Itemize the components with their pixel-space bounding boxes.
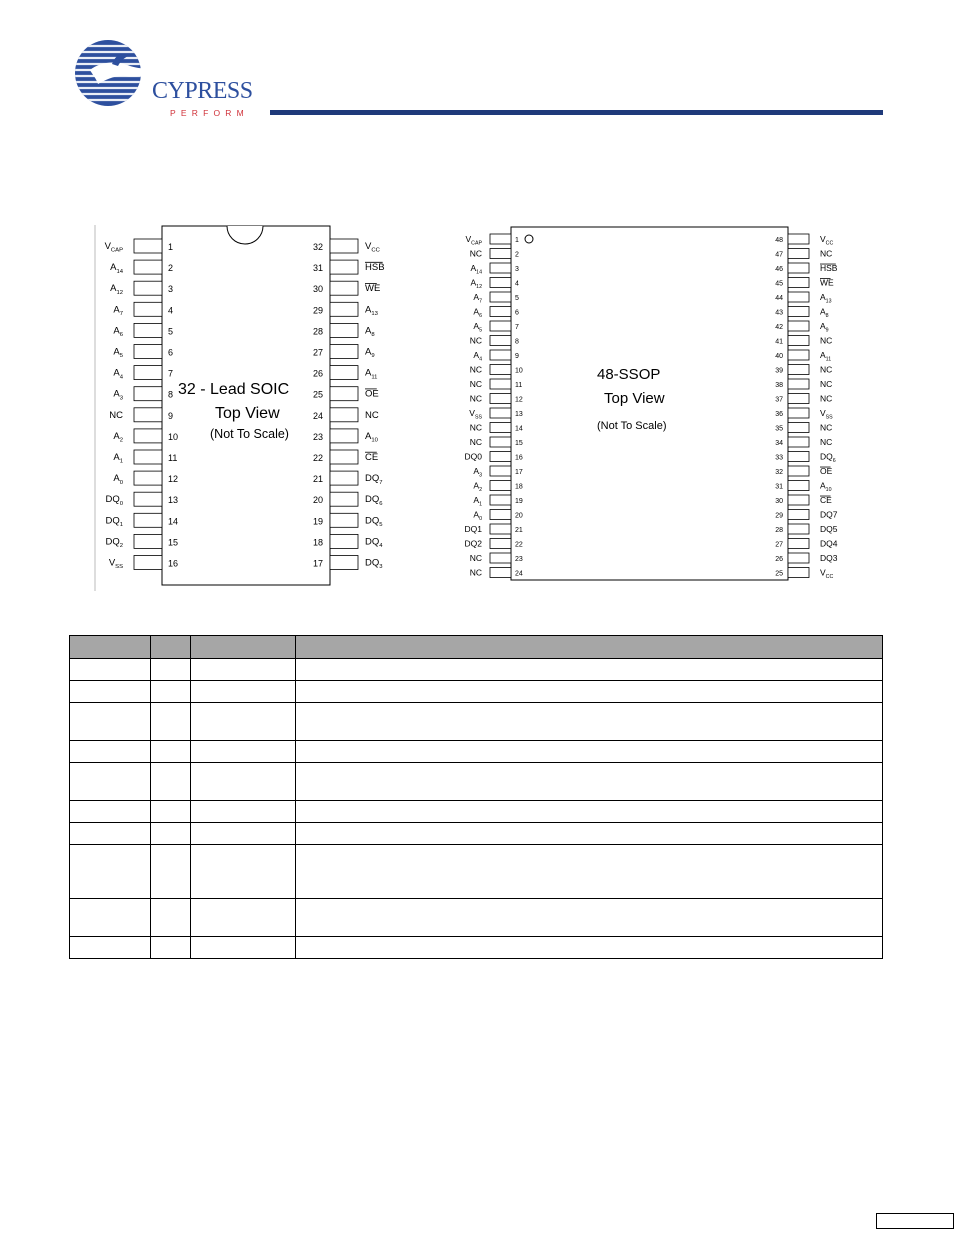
pin-lead bbox=[134, 323, 162, 337]
pin-lead bbox=[490, 437, 511, 447]
pin-number: 20 bbox=[312, 495, 323, 506]
pin-lead bbox=[330, 345, 358, 359]
pin-label: $A_7$ bbox=[113, 304, 123, 317]
pin-lead bbox=[788, 452, 809, 462]
pin-label: $V_{SS}$ bbox=[820, 408, 833, 421]
ssop-48-pin-diagram bbox=[440, 226, 860, 586]
pin-number: 17 bbox=[515, 469, 523, 476]
pin-lead bbox=[490, 307, 511, 317]
pin-lead bbox=[330, 260, 358, 274]
pin-label: $V_{SS}$ bbox=[469, 408, 482, 421]
pin-number: 13 bbox=[515, 411, 523, 418]
header-cell bbox=[296, 636, 883, 659]
pin-label: NC bbox=[109, 409, 123, 421]
pin-label: $A_2$ bbox=[473, 480, 482, 493]
pin-label: $DQ_7$ bbox=[365, 473, 383, 486]
pin-label: NC bbox=[469, 364, 482, 375]
ssop-title: 48-SSOP bbox=[597, 366, 661, 383]
pin-label: $A_6$ bbox=[113, 325, 123, 339]
pin-number: 45 bbox=[775, 280, 783, 288]
pin-lead bbox=[134, 387, 162, 401]
pin-lead bbox=[788, 350, 809, 360]
pin-lead bbox=[134, 450, 162, 464]
pin-number: 25 bbox=[775, 570, 783, 578]
pin bbox=[313, 302, 379, 317]
pin-number: 18 bbox=[312, 537, 323, 548]
pin-lead bbox=[788, 510, 809, 520]
pin-number: 41 bbox=[775, 338, 783, 346]
pin-label: NC bbox=[820, 422, 833, 433]
pin-number: 2 bbox=[515, 251, 519, 259]
pin-lead bbox=[788, 379, 809, 389]
pin-lead bbox=[134, 281, 162, 295]
pin bbox=[313, 345, 375, 360]
pin-lead bbox=[490, 568, 511, 578]
pin-label: $A_8$ bbox=[820, 306, 829, 319]
pin-number: 2 bbox=[168, 263, 174, 274]
table-row bbox=[70, 899, 883, 937]
pin-label: $A_3$ bbox=[473, 466, 482, 479]
pin-number: 19 bbox=[515, 498, 523, 505]
pin bbox=[313, 323, 375, 338]
pin-lead bbox=[134, 260, 162, 274]
pin-label: $A_{13}$ bbox=[820, 292, 832, 305]
pin bbox=[313, 387, 379, 401]
pin-label: NC bbox=[469, 248, 482, 259]
pin bbox=[313, 450, 378, 464]
header-cell bbox=[191, 636, 296, 659]
pin-label: $DQ_3$ bbox=[365, 557, 383, 571]
pin-number: 19 bbox=[312, 516, 323, 527]
pin-number: 23 bbox=[312, 431, 323, 442]
pin-number: 18 bbox=[515, 483, 523, 491]
pin-label: $A_{14}$ bbox=[110, 262, 123, 275]
page-number-box bbox=[876, 1213, 954, 1229]
pin-label: WE bbox=[365, 283, 381, 295]
pin-lead bbox=[330, 492, 358, 506]
pin-number: 34 bbox=[775, 440, 783, 447]
pin-label: DQ7 bbox=[820, 509, 838, 520]
pin bbox=[105, 513, 178, 528]
pin-number: 3 bbox=[515, 266, 519, 273]
pin-label: NC bbox=[820, 437, 833, 447]
ssop-svg bbox=[440, 226, 860, 586]
pin-label: $DQ_5$ bbox=[365, 515, 383, 528]
pin-label: $A_0$ bbox=[113, 473, 123, 486]
pin-label: $A_1$ bbox=[473, 495, 482, 508]
pin-number: 29 bbox=[775, 512, 783, 520]
pin-lead bbox=[788, 394, 809, 404]
pin-number: 17 bbox=[312, 558, 323, 569]
pin-lead bbox=[490, 336, 511, 346]
pin-label: $DQ_1$ bbox=[105, 515, 123, 528]
pin-label: WE bbox=[820, 277, 834, 288]
table-row bbox=[70, 741, 883, 763]
pin-label: NC bbox=[469, 422, 482, 433]
pin-number: 4 bbox=[515, 280, 519, 288]
pin-number: 39 bbox=[775, 367, 783, 375]
pin-lead bbox=[330, 239, 358, 253]
pin-number: 30 bbox=[312, 284, 323, 295]
pin-number: 23 bbox=[515, 556, 523, 563]
soic-scale-note: (Not To Scale) bbox=[210, 427, 289, 441]
soic-32-pin-diagram bbox=[94, 225, 394, 591]
pin-label: HSB bbox=[820, 263, 838, 273]
pin-number: 27 bbox=[312, 347, 323, 358]
pin-number: 16 bbox=[168, 558, 179, 569]
table-row bbox=[70, 823, 883, 845]
pin-lead bbox=[490, 423, 511, 433]
pin-label: $A_{13}$ bbox=[365, 304, 378, 317]
pin-number: 6 bbox=[515, 309, 519, 317]
pin-lead bbox=[490, 292, 511, 302]
soic-subtitle: Top View bbox=[215, 405, 280, 422]
pin-label: CE bbox=[365, 452, 379, 463]
pin-lead bbox=[788, 495, 809, 505]
pin-number: 32 bbox=[775, 469, 783, 476]
header-cell bbox=[151, 636, 191, 659]
pin-lead bbox=[490, 408, 511, 418]
pin-lead bbox=[490, 249, 511, 259]
ssop-scale-note: (Not To Scale) bbox=[597, 420, 667, 432]
pin-label: $A_0$ bbox=[473, 509, 482, 522]
soic-svg bbox=[94, 225, 394, 591]
pin bbox=[113, 429, 178, 444]
pin-lead bbox=[788, 466, 809, 476]
pin-label: $DQ_0$ bbox=[105, 494, 123, 507]
table-row bbox=[70, 937, 883, 959]
pin-number: 24 bbox=[312, 410, 323, 421]
pin-number: 16 bbox=[515, 454, 523, 462]
pin-lead bbox=[490, 379, 511, 389]
pin-lead bbox=[134, 429, 162, 443]
pin-number: 12 bbox=[168, 474, 179, 485]
pin-label: $A_9$ bbox=[365, 346, 375, 360]
pin-number: 22 bbox=[515, 541, 523, 549]
pin-number: 33 bbox=[775, 454, 783, 462]
pin-lead bbox=[330, 534, 358, 548]
pin-label: OE bbox=[820, 466, 833, 476]
pin-label: NC bbox=[469, 567, 482, 578]
pin-lead bbox=[490, 553, 511, 563]
pin-number: 24 bbox=[515, 570, 523, 578]
pin-label: $A_{12}$ bbox=[110, 283, 123, 296]
pin-label: $A_{11}$ bbox=[365, 367, 378, 381]
pin-lead bbox=[134, 534, 162, 548]
pin-lead bbox=[330, 513, 358, 527]
pin-lead bbox=[788, 336, 809, 346]
pin-number: 14 bbox=[168, 516, 179, 527]
pin-label: $A_1$ bbox=[113, 452, 123, 465]
pin-number: 28 bbox=[775, 527, 783, 534]
pin-label: NC bbox=[820, 379, 833, 389]
pin-number: 31 bbox=[312, 263, 323, 274]
ssop-subtitle: Top View bbox=[604, 390, 665, 407]
pin-lead bbox=[330, 408, 358, 422]
pin-number: 42 bbox=[775, 324, 783, 331]
pin-lead bbox=[330, 281, 358, 295]
pin-lead bbox=[490, 524, 511, 534]
table-row bbox=[70, 763, 883, 801]
pin bbox=[109, 556, 178, 571]
pin-label: NC bbox=[820, 335, 833, 346]
pin-number: 20 bbox=[515, 512, 523, 520]
pin-lead bbox=[788, 365, 809, 375]
pin-number: 21 bbox=[515, 527, 523, 534]
pin-label: $A_9$ bbox=[820, 321, 829, 334]
pin-number: 21 bbox=[312, 474, 323, 485]
pin bbox=[113, 450, 177, 465]
pin-number: 8 bbox=[515, 338, 519, 346]
pin-label: NC bbox=[469, 379, 482, 389]
pin-number: 26 bbox=[775, 556, 783, 563]
pin-lead bbox=[788, 539, 809, 549]
pin-label: $A_5$ bbox=[113, 346, 123, 360]
pin-lead bbox=[788, 524, 809, 534]
pin-label: DQ4 bbox=[820, 538, 838, 549]
table-row bbox=[70, 659, 883, 681]
pin-lead bbox=[134, 302, 162, 316]
pin-label: $A_4$ bbox=[113, 367, 123, 381]
pin-number: 1 bbox=[168, 242, 174, 252]
pin-number: 47 bbox=[775, 251, 783, 259]
pin-number: 32 bbox=[312, 242, 323, 252]
pin-lead bbox=[134, 492, 162, 506]
pin-lead bbox=[788, 249, 809, 259]
pin-definitions-table bbox=[69, 635, 883, 959]
pin-lead bbox=[788, 234, 809, 244]
pin-label: $A_2$ bbox=[113, 430, 123, 444]
pin-label: $A_{12}$ bbox=[470, 277, 482, 290]
pin-lead bbox=[490, 350, 511, 360]
pin-lead bbox=[788, 437, 809, 447]
pin-label: NC bbox=[469, 335, 482, 346]
svg-text:CYPRESS: CYPRESS bbox=[152, 78, 253, 104]
cypress-globe-icon bbox=[70, 40, 260, 120]
pin-label: DQ5 bbox=[820, 524, 838, 534]
pin-number: 3 bbox=[168, 284, 174, 295]
pin-number: 6 bbox=[168, 347, 174, 358]
pin-label: NC bbox=[820, 393, 833, 404]
pin-label: $A_4$ bbox=[473, 350, 482, 363]
cypress-logo bbox=[70, 40, 260, 120]
pin-lead bbox=[330, 302, 358, 316]
pin-label: DQ2 bbox=[464, 538, 482, 549]
pin-lead bbox=[330, 323, 358, 337]
pin-label: $A_6$ bbox=[473, 306, 482, 319]
pin-lead bbox=[788, 408, 809, 418]
pin-label: $V_{CAP}$ bbox=[104, 241, 123, 254]
pin-number: 40 bbox=[775, 353, 783, 360]
pin-lead bbox=[490, 481, 511, 491]
pin-label: CE bbox=[820, 495, 832, 505]
pin-label: OE bbox=[365, 388, 379, 400]
pin-lead bbox=[134, 556, 162, 570]
pin-number: 28 bbox=[312, 326, 323, 337]
pin-label: $V_{SS}$ bbox=[108, 557, 123, 571]
pin-label: NC bbox=[469, 393, 482, 404]
pin-lead bbox=[788, 553, 809, 563]
pin-label: $DQ_4$ bbox=[365, 536, 383, 550]
pin-number: 11 bbox=[515, 382, 523, 389]
pin-lead bbox=[490, 394, 511, 404]
pin-label: $DQ_2$ bbox=[105, 536, 123, 550]
table-header-row bbox=[70, 636, 883, 659]
svg-text:PERFORM: PERFORM bbox=[170, 108, 249, 118]
pin-lead bbox=[134, 345, 162, 359]
pin-label: $A_5$ bbox=[473, 321, 482, 334]
pin-label: NC bbox=[820, 248, 833, 259]
pin-label: $V_{CAP}$ bbox=[465, 234, 482, 247]
pin-lead bbox=[490, 263, 511, 273]
pin-lead bbox=[490, 452, 511, 462]
pin-number: 38 bbox=[775, 382, 783, 389]
pin-number: 25 bbox=[312, 389, 323, 400]
pin-lead bbox=[134, 513, 162, 527]
pin-label: $A_3$ bbox=[113, 388, 123, 402]
pin-number: 10 bbox=[515, 367, 523, 375]
header-rule bbox=[270, 110, 883, 115]
pin-lead bbox=[788, 278, 809, 288]
soic-title: 32 - Lead SOIC bbox=[178, 381, 290, 398]
pin-number: 26 bbox=[312, 368, 323, 379]
table-row bbox=[70, 801, 883, 823]
pin-label: DQ1 bbox=[464, 524, 482, 534]
pin bbox=[313, 366, 377, 381]
pin-number: 46 bbox=[775, 266, 783, 273]
pin-lead bbox=[788, 263, 809, 273]
pin-label: $A_{14}$ bbox=[470, 263, 482, 276]
pin-label: DQ3 bbox=[820, 553, 838, 563]
pin-number: 4 bbox=[168, 305, 174, 316]
pin-number: 5 bbox=[168, 326, 174, 337]
pin-number: 22 bbox=[312, 453, 323, 463]
pin-lead bbox=[490, 466, 511, 476]
pin-lead bbox=[490, 365, 511, 375]
pin1-marker-icon bbox=[525, 235, 533, 243]
pin-number: 9 bbox=[515, 353, 519, 360]
header-cell bbox=[70, 636, 151, 659]
pin-label: $V_{CC}$ bbox=[820, 567, 834, 580]
pin-lead bbox=[330, 387, 358, 401]
pin-lead bbox=[788, 568, 809, 578]
pin-lead bbox=[134, 366, 162, 380]
pin-label: NC bbox=[365, 409, 379, 421]
pin-number: 35 bbox=[775, 425, 783, 433]
pin-number: 9 bbox=[168, 410, 174, 421]
pin-lead bbox=[330, 471, 358, 485]
pin-number: 7 bbox=[515, 324, 519, 331]
pin-label: DQ0 bbox=[464, 451, 482, 462]
pin-label: $A_7$ bbox=[473, 292, 482, 305]
pin-label: HSB bbox=[365, 262, 385, 274]
pin-number: 37 bbox=[775, 396, 783, 404]
pin-lead bbox=[330, 429, 358, 443]
pin-lead bbox=[490, 495, 511, 505]
pin-number: 29 bbox=[312, 305, 323, 316]
pin-lead bbox=[490, 321, 511, 331]
pin-lead bbox=[134, 408, 162, 422]
pin-label: NC bbox=[820, 364, 833, 375]
pin bbox=[313, 408, 379, 422]
pin-number: 43 bbox=[775, 309, 783, 317]
pin-label: $A_{10}$ bbox=[365, 430, 378, 444]
pin-lead bbox=[490, 510, 511, 520]
pin-label: $DQ_6$ bbox=[820, 451, 836, 464]
pin-number: 13 bbox=[168, 495, 179, 506]
pin-number: 8 bbox=[168, 389, 174, 400]
pin-lead bbox=[490, 234, 511, 244]
pin-lead bbox=[490, 278, 511, 288]
pin-lead bbox=[788, 321, 809, 331]
pin-label: NC bbox=[469, 437, 482, 447]
table-row bbox=[70, 681, 883, 703]
pin-number: 12 bbox=[515, 396, 523, 404]
pin-number: 31 bbox=[775, 483, 783, 491]
pin-label: $V_{CC}$ bbox=[820, 234, 834, 247]
table-row bbox=[70, 845, 883, 899]
pin-label: $A_8$ bbox=[365, 325, 375, 339]
pin bbox=[105, 534, 178, 549]
pin-number: 15 bbox=[515, 440, 523, 447]
pin-label: $DQ_6$ bbox=[365, 494, 383, 507]
pin-lead bbox=[134, 239, 162, 253]
pin-number: 48 bbox=[775, 237, 783, 244]
pin-lead bbox=[788, 423, 809, 433]
pin-number: 15 bbox=[168, 537, 179, 548]
pin-number: 1 bbox=[515, 237, 519, 244]
pin-number: 11 bbox=[168, 453, 178, 463]
pin-number: 27 bbox=[775, 541, 783, 549]
pin-lead bbox=[330, 450, 358, 464]
pin-label: $A_{11}$ bbox=[820, 350, 832, 363]
pin-number: 5 bbox=[515, 295, 519, 302]
pin-lead bbox=[788, 307, 809, 317]
pin bbox=[113, 471, 178, 486]
pin-lead bbox=[134, 471, 162, 485]
pin-lead bbox=[330, 366, 358, 380]
pin-lead bbox=[788, 481, 809, 491]
pin bbox=[105, 492, 178, 507]
pin-lead bbox=[330, 556, 358, 570]
pin bbox=[313, 429, 379, 444]
pin-lead bbox=[490, 539, 511, 549]
pin-number: 44 bbox=[775, 295, 783, 302]
pin-label: NC bbox=[469, 553, 482, 563]
pin-number: 36 bbox=[775, 411, 783, 418]
pin-number: 7 bbox=[168, 368, 174, 379]
pin-number: 14 bbox=[515, 425, 523, 433]
pin-number: 30 bbox=[775, 498, 783, 505]
pin-label: $A_{10}$ bbox=[820, 480, 832, 493]
table-row bbox=[70, 703, 883, 741]
pin-lead bbox=[788, 292, 809, 302]
pin-label: $V_{CC}$ bbox=[365, 241, 380, 254]
pin-number: 10 bbox=[168, 431, 179, 442]
